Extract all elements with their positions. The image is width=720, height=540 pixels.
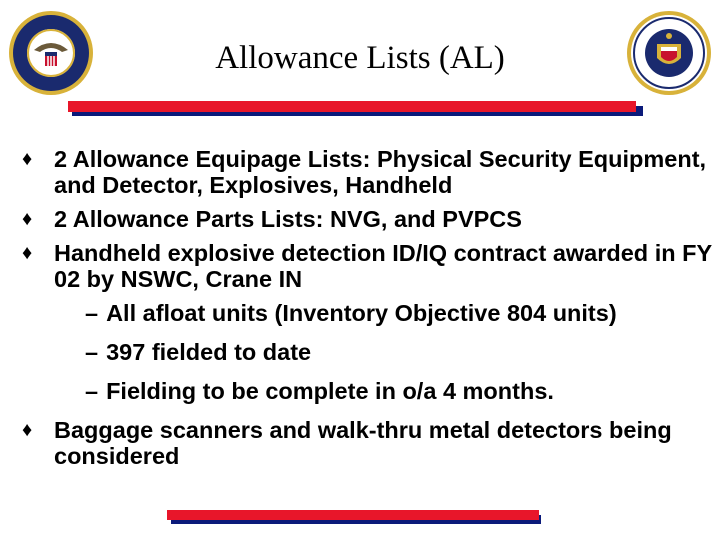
sub-bullet-item xyxy=(22,339,712,365)
bullet-text: Baggage scanners and walk-thru metal detectors being considered xyxy=(54,417,672,469)
dash-marker: – xyxy=(85,339,99,365)
diamond-bullet-icon: ♦ xyxy=(22,148,33,170)
bullet-text: Handheld explosive detection ID/IQ contract awarded in FY 02 by NSWC, Crane IN xyxy=(54,240,712,292)
diamond-bullet-icon: ♦ xyxy=(22,208,33,230)
page-title: Allowance Lists (AL) xyxy=(215,40,505,76)
sub-bullet-text: All afloat units (Inventory Objective 804 units) xyxy=(106,300,617,326)
bullet-item xyxy=(22,417,712,469)
bullet-item xyxy=(22,146,712,198)
sub-bullet-item xyxy=(22,378,712,404)
diamond-bullet-icon: ♦ xyxy=(22,242,33,264)
sub-bullet-text: Fielding to be complete in o/a 4 months. xyxy=(106,378,554,404)
slide-body xyxy=(22,146,712,477)
sub-bullet-text: 397 fielded to date xyxy=(106,339,312,365)
bullet-text: 2 Allowance Parts Lists: NVG, and PVPCS xyxy=(54,206,522,232)
dash-marker: – xyxy=(85,378,99,404)
bullet-item xyxy=(22,206,712,232)
bullet-text: 2 Allowance Equipage Lists: Physical Security Equipment, and Detector, Explosives, Handheld xyxy=(54,146,707,198)
title-rule xyxy=(68,101,636,112)
footer-rule xyxy=(167,510,539,520)
diamond-bullet-icon: ♦ xyxy=(22,419,33,441)
bullet-item xyxy=(22,240,712,292)
sub-bullet-item xyxy=(22,300,712,326)
dash-marker: – xyxy=(85,300,99,326)
